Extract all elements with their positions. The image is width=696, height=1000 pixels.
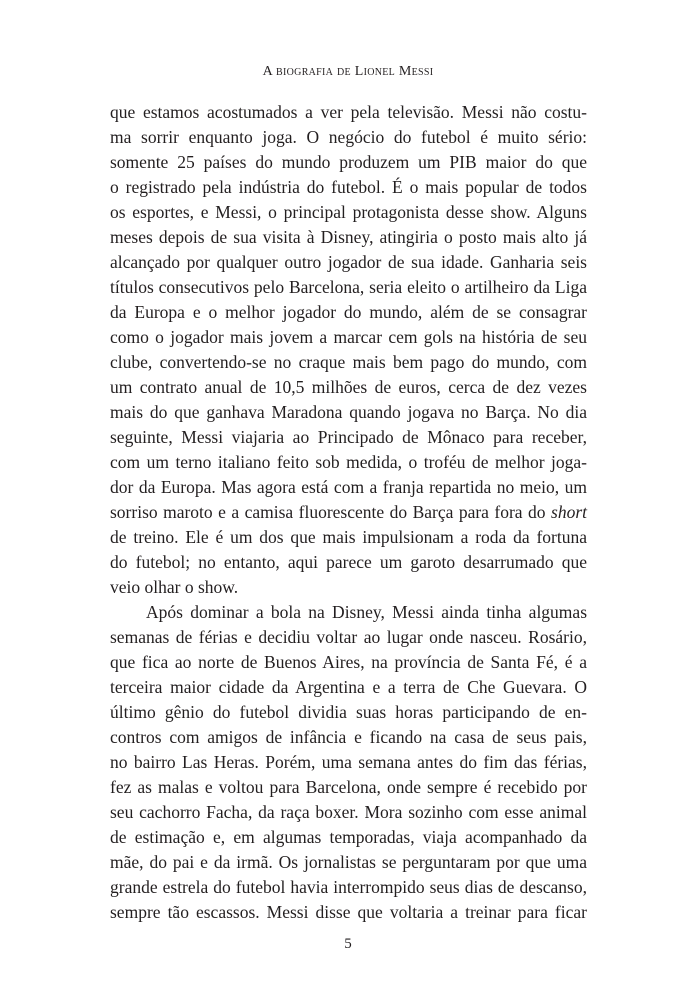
text-line: Após dominar a bola na Disney, Messi ainda tinha algumas xyxy=(146,602,587,622)
running-header: A biografia de Lionel Messi xyxy=(262,64,434,79)
text-line: sempre tão escassos. Messi disse que voltaria a treinar para ficar xyxy=(110,902,587,922)
text-line: somente 25 países do mundo produzem um PIB maior do que xyxy=(110,152,587,172)
text-line: terceira maior cidade da Argentina e a terra de Che Guevara. O xyxy=(110,677,587,697)
text-line: que estamos acostumados a ver pela televisão. Messi não costu- xyxy=(110,102,587,122)
text-line: seu cachorro Facha, da raça boxer. Mora sozinho com esse animal xyxy=(110,802,587,822)
text-line: os esportes, e Messi, o principal protagonista desse show. Alguns xyxy=(110,202,587,222)
text-line: da Europa e o melhor jogador do mundo, além de se consagrar xyxy=(110,302,587,322)
text-line: com um terno italiano feito sob medida, o troféu de melhor joga- xyxy=(110,452,587,472)
paragraph xyxy=(110,100,587,600)
text-line: fez as malas e voltou para Barcelona, onde sempre é recebido por xyxy=(110,777,587,797)
text-line: alcançado por qualquer outro jogador de sua idade. Ganharia seis xyxy=(110,252,587,272)
text-line: no bairro Las Heras. Porém, uma semana antes do fim das férias, xyxy=(110,752,587,772)
text-line: como o jogador mais jovem a marcar cem gols na história de seu xyxy=(110,327,587,347)
text-line: mais do que ganhava Maradona quando jogava no Barça. No dia xyxy=(110,402,587,422)
text-line: grande estrela do futebol havia interrompido seus dias de descanso, xyxy=(110,877,587,897)
text-line: um contrato anual de 10,5 milhões de euros, cerca de dez vezes xyxy=(110,377,587,397)
text-line: meses depois de sua visita à Disney, atingiria o posto mais alto já xyxy=(110,227,587,247)
text-line: clube, convertendo-se no craque mais bem pago do mundo, com xyxy=(110,352,587,372)
text-line: veio olhar o show. xyxy=(110,577,239,597)
text-line: títulos consecutivos pelo Barcelona, seria eleito o artilheiro da Liga xyxy=(110,277,587,297)
text-line: o registrado pela indústria do futebol. É o mais popular de todos xyxy=(110,177,587,197)
text-line: do futebol; no entanto, aqui parece um garoto desarrumado que xyxy=(110,552,587,572)
body-text xyxy=(110,100,587,925)
text-line: de estimação e, em algumas temporadas, viaja acompanhado da xyxy=(110,827,587,847)
page-number: 5 xyxy=(344,936,352,952)
text-line: último gênio do futebol dividia suas horas participando de en- xyxy=(110,702,587,722)
paragraph xyxy=(110,600,587,925)
text-line: sorriso maroto e a camisa fluorescente do Barça para fora do short xyxy=(110,502,587,522)
text-line: seguinte, Messi viajaria ao Principado de Mônaco para receber, xyxy=(110,427,587,447)
text-line: de treino. Ele é um dos que mais impulsionam a roda da fortuna xyxy=(110,527,587,547)
text-line: mãe, do pai e da irmã. Os jornalistas se perguntaram por que uma xyxy=(110,852,587,872)
text-line: contros com amigos de infância e ficando na casa de seus pais, xyxy=(110,727,587,747)
text-line: ma sorrir enquanto joga. O negócio do futebol é muito sério: xyxy=(110,127,587,147)
text-line: semanas de férias e decidiu voltar ao lugar onde nasceu. Rosário, xyxy=(110,627,587,647)
text-line: que fica ao norte de Buenos Aires, na província de Santa Fé, é a xyxy=(110,652,587,672)
text-line: dor da Europa. Mas agora está com a franja repartida no meio, um xyxy=(110,477,587,497)
